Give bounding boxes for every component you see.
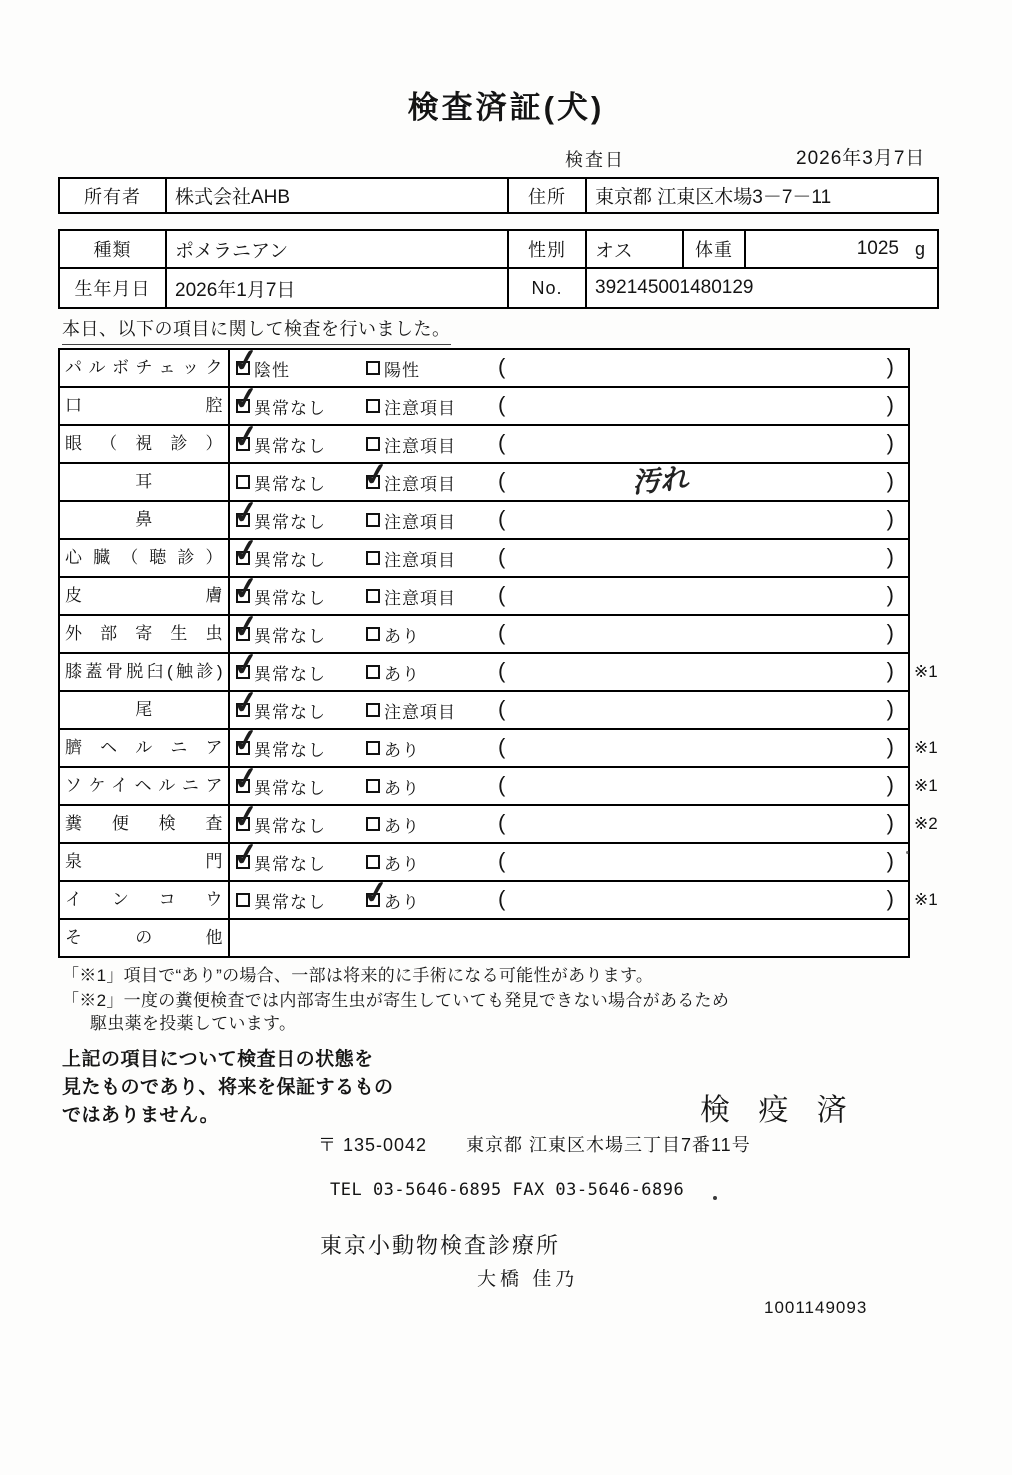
item-name: 耳	[60, 464, 230, 500]
inspection-date-label: 検査日	[565, 150, 625, 170]
serial-number: 1001149093	[764, 1298, 868, 1317]
table-row-nose: 鼻 ✓ 異常なし 注意項目 ( )	[60, 502, 908, 540]
footnote-2-line2: 駆虫薬を投薬しています。	[90, 1014, 297, 1033]
paren-open-icon: (	[498, 658, 506, 683]
row-note: ※1	[914, 738, 938, 757]
checkbox-icon	[366, 475, 380, 489]
clinic-name: 東京小動物検査診療所	[320, 1233, 561, 1258]
item-name: ソケイヘルニア	[60, 768, 230, 804]
scan-speck	[713, 1196, 717, 1200]
checkbox-icon	[236, 855, 250, 869]
item-name: パルボチェック	[60, 350, 230, 386]
checkbox-icon	[366, 361, 380, 375]
paren-open-icon: (	[498, 468, 506, 493]
disclaimer-line: 見たものであり、将来を保証するもの	[62, 1077, 394, 1098]
birth-value: 2026年1月7日	[165, 269, 507, 307]
item-name: 心臓（聴診）	[60, 540, 230, 576]
item-name: 皮膚	[60, 578, 230, 614]
item-name: 外部寄生虫	[60, 616, 230, 652]
paren-close-icon: )	[886, 772, 894, 797]
quarantine-stamp: 検 疫 済	[700, 1094, 857, 1127]
checkbox-icon	[236, 741, 250, 755]
breed-label: 種類	[93, 240, 132, 260]
no-label: No.	[507, 269, 585, 307]
inspection-date-value: 2026年3月7日	[796, 148, 926, 169]
checkbox-icon	[236, 399, 250, 413]
checkbox-icon	[236, 893, 250, 907]
paren-open-icon: (	[498, 734, 506, 759]
weight-value-cell	[744, 231, 937, 267]
table-row-heart: 心臓（聴診） ✓ 異常なし 注意項目 ( )	[60, 540, 908, 578]
table-row-ears: 耳 異常なし ✓ 注意項目 ( 汚れ )	[60, 464, 908, 502]
table-row-skin: 皮膚 ✓ 異常なし 注意項目 ( )	[60, 578, 908, 616]
paren-close-icon: )	[886, 658, 894, 683]
paren-open-icon: (	[498, 620, 506, 645]
checkbox-icon	[236, 589, 250, 603]
address-value: 東京都 江東区木場3－7－11	[585, 179, 937, 212]
paren-open-icon: (	[498, 392, 506, 417]
table-row-patella: 膝蓋骨脱臼(触診) ✓ 異常なし あり ( ) ※1	[60, 654, 908, 692]
sex-label: 性別	[507, 231, 585, 267]
paren-close-icon: )	[886, 886, 894, 911]
sex-value: オス	[585, 231, 682, 267]
paren-close-icon: )	[886, 848, 894, 873]
row-note: ※2	[914, 814, 938, 833]
checkbox-icon	[366, 817, 380, 831]
table-row-inguinal-hernia: ソケイヘルニア ✓ 異常なし あり ( ) ※1	[60, 768, 908, 806]
disclaimer-line: 上記の項目について検査日の状態を	[62, 1049, 374, 1070]
paren-close-icon: )	[886, 354, 894, 379]
checkbox-icon	[366, 627, 380, 641]
paren-open-icon: (	[498, 696, 506, 721]
weight-value: 1025	[856, 238, 899, 259]
page-title: 検査済証(犬)	[407, 90, 605, 125]
table-row-fecal-exam: 糞便検査 ✓ 異常なし あり ( ) ※2	[60, 806, 908, 844]
table-row-umbilical-hernia: 臍ヘルニア ✓ 異常なし あり ( ) ※1	[60, 730, 908, 768]
table-row-other	[60, 920, 908, 956]
disclaimer-line: ではありません。	[62, 1105, 220, 1126]
handwritten-finding: 汚れ	[630, 462, 690, 499]
owner-value: 株式会社AHB	[165, 179, 507, 212]
breed-value: ポメラニアン	[165, 231, 507, 267]
paren-close-icon: )	[886, 392, 894, 417]
checkbox-icon	[366, 855, 380, 869]
checkbox-icon	[236, 513, 250, 527]
no-value: 392145001480129	[585, 269, 937, 307]
checkbox-icon	[366, 741, 380, 755]
weight-unit: g	[914, 238, 925, 259]
paren-close-icon: )	[886, 582, 894, 607]
checkbox-icon	[366, 437, 380, 451]
table-row-fontanelle: 泉門 ✓ 異常なし あり ( )	[60, 844, 908, 882]
postal-code: 〒 135-0042	[318, 1135, 428, 1155]
paren-close-icon: )	[886, 544, 894, 569]
clinic-address: 東京都 江東区木場三丁目7番11号	[466, 1135, 751, 1155]
item-name: 口腔	[60, 388, 230, 424]
checkbox-icon	[236, 551, 250, 565]
owner-table	[58, 177, 939, 214]
checkbox-icon	[366, 589, 380, 603]
empty-cell	[230, 920, 908, 956]
item-name: 臍ヘルニア	[60, 730, 230, 766]
footnote-1: 「※1」項目で“あり”の場合、一部は将来的に手術になる可能性があります。	[62, 966, 654, 985]
checkbox-icon	[366, 399, 380, 413]
paren-close-icon: )	[886, 468, 894, 493]
checkbox-icon	[366, 665, 380, 679]
tel-fax: TEL 03-5646-6895 FAX 03-5646-6896	[330, 1180, 685, 1200]
paren-open-icon: (	[498, 506, 506, 531]
item-name: インコウ	[60, 882, 230, 918]
checkbox-icon	[236, 817, 250, 831]
checkbox-icon	[236, 475, 250, 489]
item-name: 泉門	[60, 844, 230, 880]
checkbox-icon	[236, 627, 250, 641]
paren-close-icon: )	[886, 506, 894, 531]
table-row-inkou: インコウ 異常なし ✓ あり ( ) ※1	[60, 882, 908, 920]
pet-table	[58, 229, 939, 309]
item-name: 眼（視診）	[60, 426, 230, 462]
inspection-table	[58, 348, 938, 958]
paren-open-icon: (	[498, 848, 506, 873]
veterinarian-name: 大橋 佳乃	[477, 1269, 579, 1290]
birth-label: 生年月日	[74, 279, 151, 299]
address-label: 住所	[507, 179, 585, 212]
checkbox-icon	[236, 779, 250, 793]
paren-open-icon: (	[498, 430, 506, 455]
checkbox-icon	[366, 893, 380, 907]
paren-open-icon: (	[498, 354, 506, 379]
item-name: 鼻	[60, 502, 230, 538]
table-row-mouth: 口腔 ✓ 異常なし 注意項目 ( )	[60, 388, 908, 426]
paren-close-icon: )	[886, 810, 894, 835]
item-name: 尾	[60, 692, 230, 728]
checkbox-icon	[366, 703, 380, 717]
checkbox-icon	[236, 361, 250, 375]
table-row-parvo-check: パルボチェック ✓ 陰性 陽性 ( )	[60, 350, 908, 388]
paren-close-icon: )	[886, 734, 894, 759]
paren-close-icon: )	[886, 430, 894, 455]
checkbox-icon	[236, 703, 250, 717]
row-note: ※1	[914, 662, 938, 681]
disclaimer-text	[62, 1046, 394, 1130]
checkbox-icon	[366, 513, 380, 527]
checkbox-icon	[366, 551, 380, 565]
item-name: その他	[60, 920, 230, 956]
paren-open-icon: (	[498, 886, 506, 911]
scan-speck	[906, 851, 909, 854]
paren-close-icon: )	[886, 696, 894, 721]
row-note: ※1	[914, 890, 938, 909]
paren-open-icon: (	[498, 582, 506, 607]
paren-open-icon: (	[498, 772, 506, 797]
paren-open-icon: (	[498, 810, 506, 835]
checkbox-icon	[236, 437, 250, 451]
intro-text: 本日、以下の項目に関して検査を行いました。	[62, 315, 451, 345]
paren-close-icon: )	[886, 620, 894, 645]
item-name: 糞便検査	[60, 806, 230, 842]
table-row-external-parasites: 外部寄生虫 ✓ 異常なし あり ( )	[60, 616, 908, 654]
table-row-tail: 尾 ✓ 異常なし 注意項目 ( )	[60, 692, 908, 730]
table-row-eyes: 眼（視診） ✓ 異常なし 注意項目 ( )	[60, 426, 908, 464]
paren-open-icon: (	[498, 544, 506, 569]
weight-label: 体重	[682, 231, 744, 267]
owner-label: 所有者	[84, 186, 141, 207]
row-note: ※1	[914, 776, 938, 795]
checkbox-icon	[236, 665, 250, 679]
item-name: 膝蓋骨脱臼(触診)	[60, 654, 230, 690]
footnote-2-line1: 「※2」一度の糞便検査では内部寄生虫が寄生していても発見できない場合があるため	[62, 991, 730, 1010]
checkbox-icon	[366, 779, 380, 793]
